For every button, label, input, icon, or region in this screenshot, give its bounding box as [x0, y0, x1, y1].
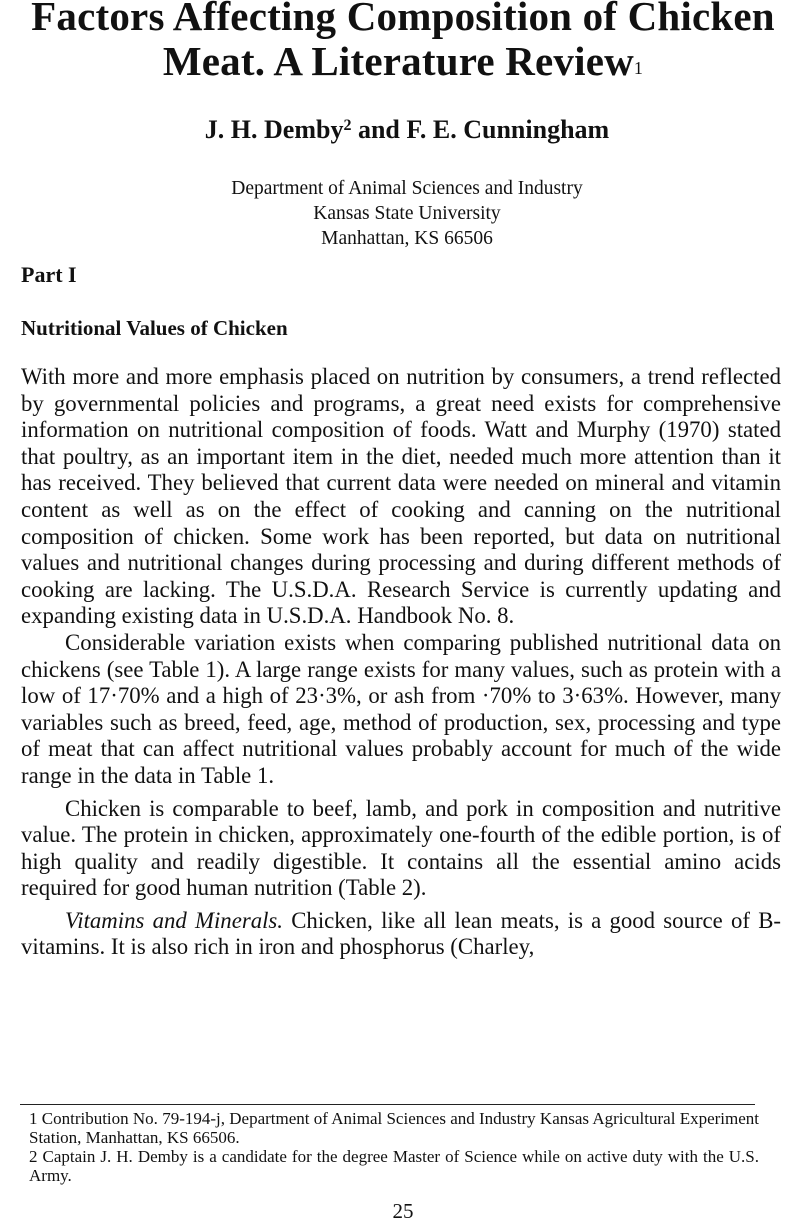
- body-paragraph-intro: With more and more emphasis placed on nutrition by consumers, a trend reflected by governmental policies and programs, a great need exists for comprehensive information on nutritional composition of foods. Watt and Murphy (1970) stated that poultry, as an important item in the diet, needed much more attention than it has received. They believed that current data were needed on mineral and vitamin content as well as on the effect of cooking and canning on the nutritional composition of chicken. Some work has been reported, but data on nutritional values and nutritional changes during processing and during different methods of cooking are lacking. The U.S.D.A. Research Service is currently updating and expanding existing data in U.S.D.A. Handbook No. 8.: [21, 364, 781, 629]
- page-number: 25: [392, 1199, 414, 1223]
- footnote-divider: [20, 1104, 755, 1105]
- footnote-2: 2 Captain J. H. Demby is a candidate for the degree Master of Science while on active duty with the U.S. Army.: [29, 1147, 759, 1185]
- article-body: [21, 364, 781, 961]
- affiliation-location: Manhattan, KS 66506: [321, 228, 493, 249]
- body-paragraph-variation: Considerable variation exists when comparing published nutritional data on chickens (see Table 1). A large range exists for many values, such as protein with a low of 17·70% and a high of 23·3%, or ash from ·70% to 3·63%. However, many variables such as breed, feed, age, method of production, sex, processing and type of meat that can affect nutritional values probably account for much of the wide range in the data in Table 1.: [21, 629, 781, 788]
- section-heading: Nutritional Values of Chicken: [21, 316, 288, 340]
- footnote-1: 1 Contribution No. 79-194-j, Department of Animal Sciences and Industry Kansas Agricultural Experiment Station, Manhattan, KS 66506.: [29, 1109, 759, 1147]
- affiliation-block: [0, 176, 800, 251]
- article-title: [18, 0, 788, 91]
- author-demby: J. H. Demby: [204, 115, 344, 144]
- author-cunningham: F. E. Cunningham: [406, 115, 610, 144]
- vitamins-text: Chicken, like all lean meats, is a good source of B-vitamins. It is also rich in iron and phosphorus (Charley,: [21, 907, 781, 960]
- affiliation-university: Kansas State University: [313, 203, 501, 224]
- body-paragraph-comparison: Chicken is comparable to beef, lamb, and pork in composition and nutritive value. The protein in chicken, approximately one-fourth of the edible portion, is of high quality and readily digestible. It contains all the essential amino acids required for good human nutrition (Table 2).: [21, 795, 781, 901]
- title-footnote-marker: 1: [633, 58, 644, 78]
- footnotes: [29, 1110, 759, 1186]
- author-line: [0, 110, 800, 146]
- author-footnote-marker: 2: [343, 117, 352, 134]
- part-label: Part I: [21, 262, 77, 287]
- author-conjunction: and: [357, 115, 400, 144]
- body-paragraph-vitamins: [21, 908, 781, 961]
- affiliation-department: Department of Animal Sciences and Industry: [231, 178, 583, 199]
- vitamins-subheading: Vitamins and Minerals.: [65, 907, 283, 933]
- article-title-text: Factors Affecting Composition of Chicken Meat. A Literature Review: [31, 0, 775, 84]
